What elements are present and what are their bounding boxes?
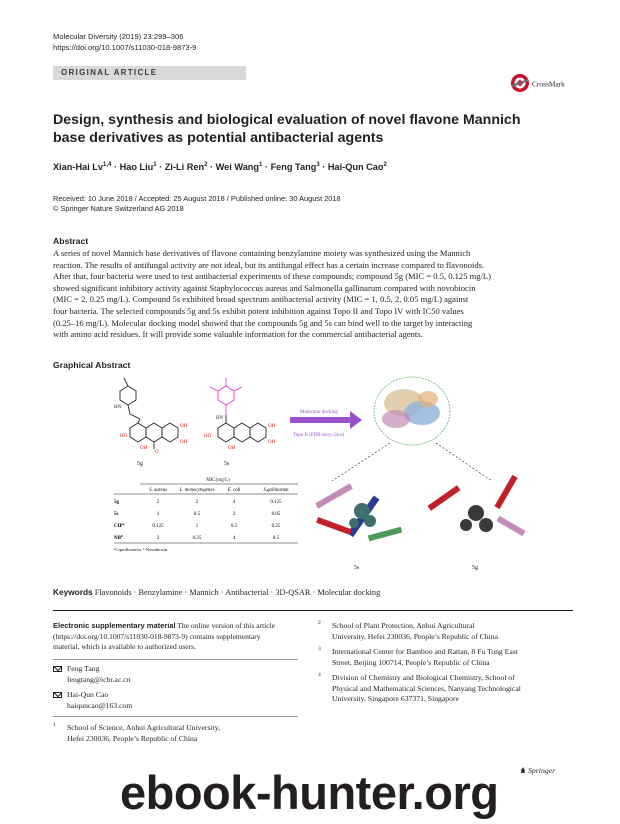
author-affil: 1 bbox=[153, 162, 157, 168]
abstract-heading: Abstract bbox=[53, 236, 89, 246]
publisher-name: Springer bbox=[527, 766, 556, 775]
abstract-line: with amino acid residues. It will provide some valuable information for the commercial antibacterial agents. bbox=[53, 329, 423, 340]
arrow-label-top: Molecular docking bbox=[300, 410, 338, 415]
article-title bbox=[53, 111, 523, 147]
author-name[interactable]: Xian-Hai Lv bbox=[53, 162, 104, 173]
mic-cell: 0.125 bbox=[152, 524, 164, 529]
graphical-abstract bbox=[100, 373, 580, 573]
author-affil: 1,4 bbox=[103, 162, 112, 168]
mic-col-header: L. monocytogenes bbox=[179, 488, 215, 493]
arrow-label-bottom: Topo II (PDB entry:2xcs) bbox=[293, 433, 345, 438]
affiliation-line: Physical and Mathematical Sciences, Nanyang Technological bbox=[332, 683, 521, 693]
mic-row-label: 5g bbox=[114, 500, 119, 505]
svg-text:OH: OH bbox=[268, 424, 276, 429]
mic-cell: 0.125 bbox=[270, 500, 282, 505]
publisher-logo bbox=[519, 766, 555, 775]
author-separator: · bbox=[113, 162, 120, 173]
keywords bbox=[53, 587, 583, 597]
mic-row-label: $NB^b$ bbox=[114, 534, 123, 541]
docking-label-left: 5s bbox=[354, 565, 360, 571]
mic-footnote: ᵃCiprofloxacin. ᵇ Novobiocin. bbox=[114, 547, 169, 552]
mic-cell: 4 bbox=[232, 536, 236, 541]
svg-text:HO: HO bbox=[204, 434, 212, 439]
affiliation-line: University, Singapore 637371, Singapore bbox=[332, 694, 459, 704]
springer-horse-icon: ♞ bbox=[519, 766, 526, 775]
affiliation-number: 1 bbox=[53, 722, 56, 728]
doi-link[interactable]: https://doi.org/10.1007/s11030-018-9873-9 bbox=[53, 43, 197, 52]
mic-col-header: S. aureus bbox=[149, 488, 167, 493]
mic-cell: 0.05 bbox=[271, 512, 281, 517]
esm-note bbox=[53, 621, 298, 653]
mic-cell: 0.25 bbox=[271, 524, 281, 529]
author-name[interactable]: Hai-Qun Cao bbox=[327, 162, 384, 173]
crossmark-label: CrossMark bbox=[532, 79, 565, 89]
mic-row-label: CIP$^a$ bbox=[114, 522, 125, 529]
protein-structure bbox=[332, 377, 492, 481]
graphical-abstract-heading: Graphical Abstract bbox=[53, 360, 131, 370]
mic-row-label: 5s bbox=[114, 512, 119, 517]
molecule-5s-structure bbox=[210, 378, 242, 415]
mic-cell: 2 bbox=[195, 500, 199, 505]
contact-email[interactable]: fengtang@icbr.ac.cn bbox=[67, 674, 131, 684]
docking-panel-left bbox=[310, 481, 410, 571]
mic-table bbox=[114, 478, 298, 552]
author-affil: 3 bbox=[316, 162, 320, 168]
copyright-line: © Springer Nature Switzerland AG 2018 bbox=[53, 204, 184, 213]
esm-divider bbox=[53, 659, 298, 660]
author-name[interactable]: Feng Tang bbox=[270, 162, 317, 173]
abstract-body bbox=[53, 248, 573, 341]
svg-text:OH: OH bbox=[180, 440, 188, 445]
abstract-line: four bacteria. The selected compounds 5g and 5s exhibit potent inhibition against Topo II and Topo IV with IC50 values bbox=[53, 305, 464, 316]
esm-line: The online version of this article bbox=[177, 621, 275, 630]
svg-text:OH: OH bbox=[228, 446, 236, 451]
docking-panel-right bbox=[420, 475, 530, 571]
affiliation-number: 3 bbox=[318, 646, 321, 652]
author-affil: 2 bbox=[204, 162, 208, 168]
mic-cell: 0.5 bbox=[230, 524, 238, 529]
esm-link[interactable]: (https://doi.org/10.1007/s11030-018-9873-9) contains supplementary bbox=[53, 631, 261, 641]
mic-cell: 2 bbox=[156, 536, 160, 541]
mic-col-header: S.gallinarum bbox=[263, 488, 289, 493]
compound-label-right: 5s bbox=[224, 461, 230, 467]
author-affil: 1 bbox=[259, 162, 263, 168]
mic-cell: 0.5 bbox=[193, 512, 201, 517]
contact-divider bbox=[53, 716, 298, 717]
mic-col-header: E. coli bbox=[227, 488, 241, 493]
keywords-label: Keywords bbox=[53, 587, 93, 597]
svg-text:O: O bbox=[155, 450, 159, 455]
author-name[interactable]: Hao Liu bbox=[119, 162, 154, 173]
affiliation-line: School of Science, Anhui Agricultural University, bbox=[67, 723, 221, 732]
author-separator: · bbox=[322, 162, 328, 173]
affiliation-number: 4 bbox=[318, 672, 321, 678]
graphical-abstract-figure bbox=[100, 373, 580, 573]
contact-name: Feng Tang bbox=[67, 664, 100, 673]
watermark: ebook-hunter.org bbox=[120, 766, 499, 819]
mic-cell: 2 bbox=[156, 500, 160, 505]
mic-cell: 1 bbox=[156, 512, 160, 517]
affiliation-line: Hefei 230036, People’s Republic of China bbox=[67, 733, 198, 743]
abstract-line: (MIC = 2, 0.25 mg/L). Compound 5s exhibited broad spectrum antibacterial activity (MIC = 1, 0.5, 2, 0.05 mg/L) against bbox=[53, 294, 469, 305]
svg-text:HN: HN bbox=[114, 405, 122, 410]
publication-history bbox=[53, 194, 573, 214]
affiliation-line: Division of Chemistry and Biological Chemistry, School of bbox=[332, 673, 515, 682]
journal-citation: Molecular Diversity (2019) 23:299–306 bbox=[53, 32, 184, 41]
svg-text:HN: HN bbox=[216, 416, 224, 421]
author-name[interactable]: Wei Wang bbox=[215, 162, 260, 173]
abstract-line: reaction. The results of antifungal activity are not ideal, but its antifungal effect has a certain increase compared to flavonoids. bbox=[53, 259, 485, 270]
abstract-line: (0.25–16 mg/L). Molecular docking model showed that the compounds 5g and 5s can bind well to the target by interacting bbox=[53, 317, 473, 328]
svg-text:OH: OH bbox=[268, 440, 276, 445]
mail-icon bbox=[53, 692, 62, 698]
affiliation-line: International Center for Bamboo and Rattan, 8 Fu Tong East bbox=[332, 647, 518, 656]
mic-cell: 2 bbox=[232, 512, 236, 517]
svg-text:HO: HO bbox=[120, 434, 128, 439]
author-separator: · bbox=[264, 162, 271, 173]
abstract-line: After that, four bacteria were used to test antibacterial experiments of these compounds; compound 5g (MIC = 0.5, 0.125 mg/L) bbox=[53, 271, 491, 282]
esm-line: material, which is available to authorized users. bbox=[53, 642, 196, 652]
received-dates: Received: 10 June 2018 / Accepted: 25 August 2018 / Published online: 30 August 2018 bbox=[53, 194, 341, 203]
title-line-2: base derivatives as potential antibacterial agents bbox=[53, 130, 384, 146]
abstract-line: A series of novel Mannich base derivatives of flavone containing benzylamine moiety was synthesized using the Mannich bbox=[53, 248, 471, 258]
keywords-text: Flavonoids · Benzylamine · Mannich · Antibacterial · 3D-QSAR · Molecular docking bbox=[94, 588, 381, 597]
abstract-line: showed significant inhibitory activity against Staphylococcus aureus and Salmonella gallinarum compared with novobiocin bbox=[53, 282, 476, 293]
affiliation-line: University, Hefei 230036, People’s Republic of China bbox=[332, 631, 499, 641]
crossmark-icon bbox=[510, 72, 572, 94]
author-name[interactable]: Zi-Li Ren bbox=[164, 162, 205, 173]
mic-cell: 4 bbox=[232, 500, 236, 505]
author-separator: · bbox=[159, 162, 165, 173]
esm-label: Electronic supplementary material bbox=[53, 621, 176, 630]
svg-text:OH: OH bbox=[140, 446, 148, 451]
article-type-band bbox=[53, 66, 246, 80]
author-affil: 2 bbox=[383, 162, 387, 168]
molecule-5g-structure bbox=[120, 378, 178, 449]
mail-icon bbox=[53, 666, 62, 672]
contact-email[interactable]: haiquncao@163.com bbox=[67, 700, 133, 710]
author-separator: · bbox=[210, 162, 216, 173]
mic-cell: 0.5 bbox=[272, 536, 280, 541]
title-line-1: Design, synthesis and biological evaluation of novel flavone Mannich bbox=[53, 112, 521, 128]
author-list bbox=[53, 162, 573, 172]
mic-group-header: MIC(mg/L) bbox=[206, 478, 230, 483]
mic-cell: 1 bbox=[195, 524, 199, 529]
mic-cell: 0.25 bbox=[192, 536, 202, 541]
docking-arrow bbox=[290, 410, 362, 438]
footnote-divider bbox=[53, 610, 573, 611]
docking-label-right: 5g bbox=[472, 565, 478, 571]
journal-header bbox=[53, 31, 196, 53]
crossmark-badge[interactable] bbox=[510, 72, 572, 94]
contact-name: Hai-Qun Cao bbox=[67, 690, 109, 699]
article-type-label: ORIGINAL ARTICLE bbox=[61, 68, 158, 77]
affiliation-line: School of Plant Protection, Anhui Agricultural bbox=[332, 621, 475, 630]
svg-text:OH: OH bbox=[180, 424, 188, 429]
compound-label-left: 5g bbox=[137, 461, 143, 467]
affiliation-number: 2 bbox=[318, 620, 321, 626]
affiliation-line: Street, Beijing 100714, People’s Republic of China bbox=[332, 657, 490, 667]
